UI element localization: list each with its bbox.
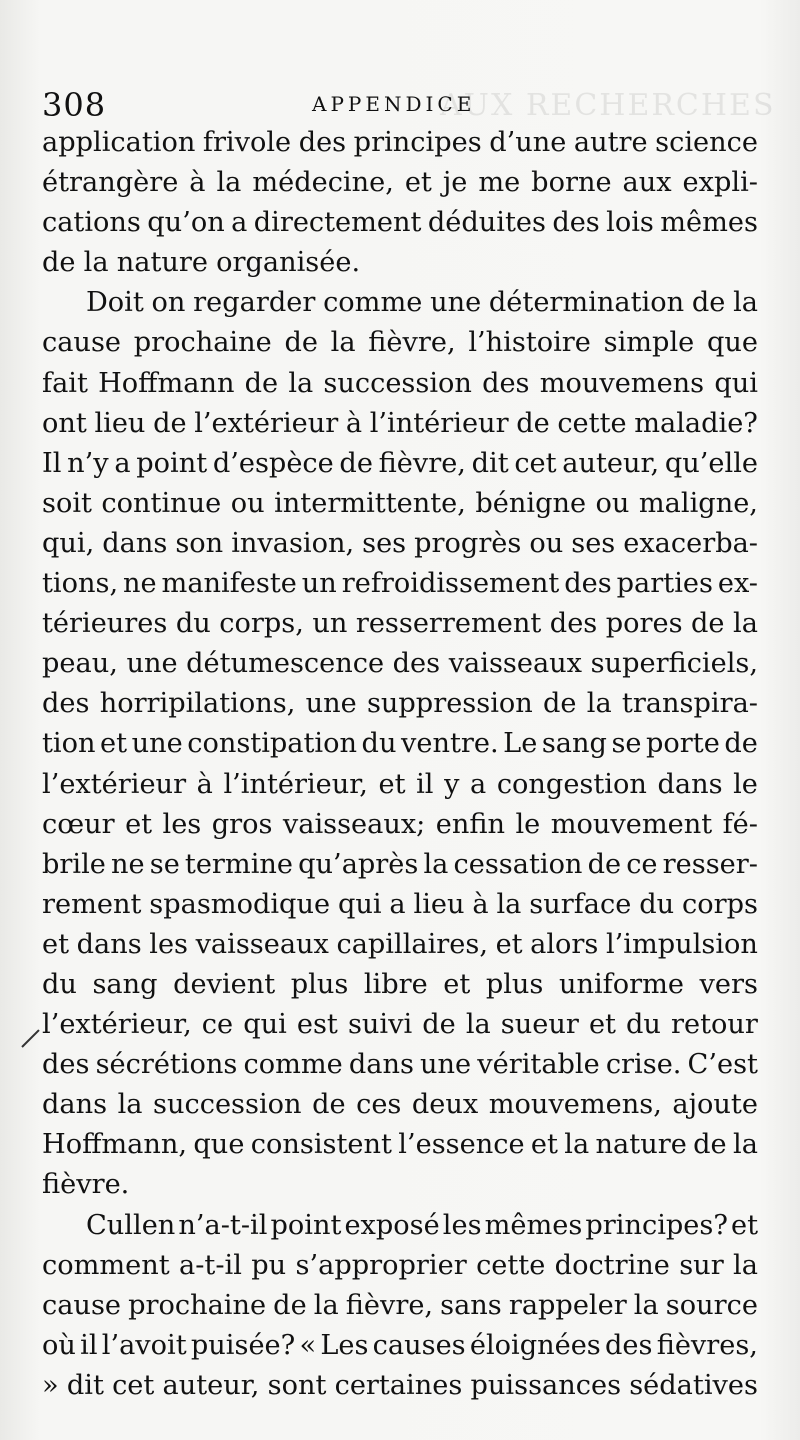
text-line: des horripilations, une suppression de la transpira-: [42, 688, 758, 720]
body-text: [42, 123, 758, 1406]
text-line: du sang devient plus libre et plus uniforme vers: [42, 968, 758, 1000]
text-line: » dit cet auteur, sont certaines puissances sédatives: [42, 1369, 758, 1401]
text-line: Cullen n’a-t-il point exposé les mêmes principes? et: [86, 1209, 758, 1241]
text-line: cœur et les gros vaisseaux; enfin le mouvement fé-: [42, 808, 758, 840]
text-line: l’extérieur à l’intérieur, et il y a congestion dans le: [42, 768, 758, 800]
text-line: tions, ne manifeste un refroidissement des parties ex-: [42, 568, 758, 600]
page-header: [42, 86, 758, 124]
text-line: soit continue ou intermittente, bénigne ou maligne,: [42, 487, 758, 519]
bleed-through-text: AUX RECHERCHES: [440, 88, 776, 123]
text-line: des sécrétions comme dans une véritable crise. C’est: [42, 1049, 758, 1081]
text-line: fièvre.: [42, 1169, 130, 1201]
text-line: dans la succession de ces deux mouvemens, ajoute: [42, 1089, 758, 1121]
text-line: tion et une constipation du ventre. Le sang se porte de: [42, 728, 758, 760]
text-line: rement spasmodique qui a lieu à la surface du corps: [42, 888, 758, 920]
text-line: ont lieu de l’extérieur à l’intérieur de cette maladie?: [42, 407, 758, 439]
text-line: peau, une détumescence des vaisseaux superficiels,: [42, 648, 758, 680]
page-number: 308: [42, 86, 107, 124]
text-line: térieures du corps, un resserrement des pores de la: [42, 608, 758, 640]
running-title: APPENDICE: [312, 92, 476, 116]
text-line: fait Hoffmann de la succession des mouvemens qui: [42, 367, 758, 399]
text-line: cause prochaine de la fièvre, sans rappeler la source: [42, 1289, 758, 1321]
text-line: cations qu’on a directement déduites des lois mêmes: [42, 207, 758, 239]
text-line: l’extérieur, ce qui est suivi de la sueur et du retour: [42, 1009, 758, 1041]
text-line: Il n’y a point d’espèce de fièvre, dit cet auteur, qu’elle: [42, 447, 758, 479]
text-line: Doit on regarder comme une détermination de la: [86, 287, 758, 319]
text-line: étrangère à la médecine, et je me borne aux expli-: [42, 167, 758, 199]
text-line: comment a-t-il pu s’approprier cette doctrine sur la: [42, 1249, 758, 1281]
text-line: et dans les vaisseaux capillaires, et alors l’impulsion: [42, 928, 758, 960]
text-line: où il l’avoit puisée? « Les causes éloignées des fièvres,: [42, 1329, 758, 1361]
text-line: cause prochaine de la fièvre, l’histoire simple que: [42, 327, 758, 359]
text-line: application frivole des principes d’une autre science: [42, 127, 758, 158]
margin-pen-mark: [21, 1029, 39, 1047]
text-line: qui, dans son invasion, ses progrès ou ses exacerba-: [42, 527, 758, 559]
text-line: brile ne se termine qu’après la cessation de ce resser-: [42, 848, 758, 880]
text-line: de la nature organisée.: [42, 247, 361, 279]
text-line: Hoffmann, que consistent l’essence et la nature de la: [42, 1129, 758, 1161]
